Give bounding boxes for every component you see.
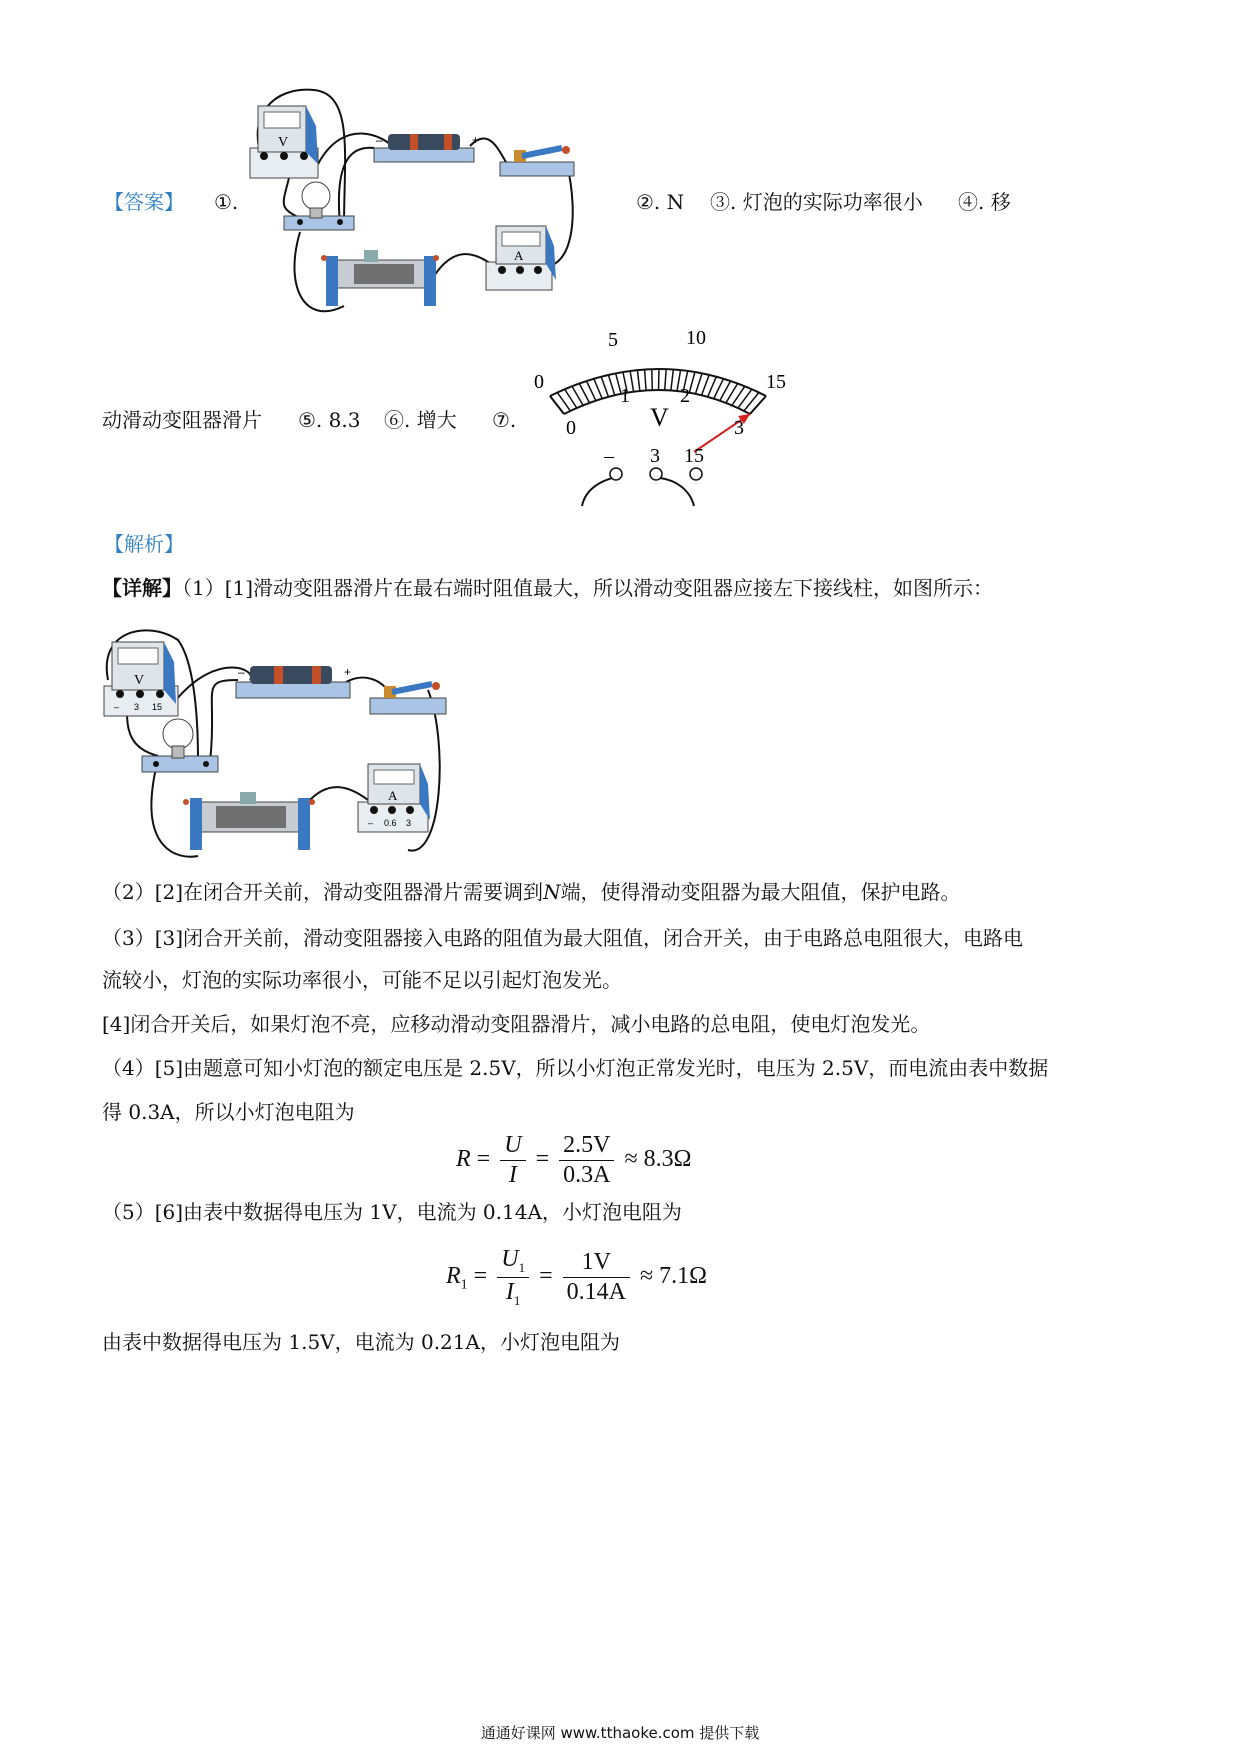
terminal-15: 15: [684, 445, 704, 467]
paragraph-4: [4]闭合开关后，如果灯泡不亮，应移动滑动变阻器滑片，减小电路的总电阻，使电灯泡发光。: [102, 1012, 931, 1036]
paragraph-5a: （4）[5]由题意可知小灯泡的额定电压是 2.5V，所以小灯泡正常发光时，电压为 2.5V，而电流由表中数据: [102, 1056, 1049, 1080]
svg-text:+: +: [344, 665, 352, 679]
meter-unit: V: [650, 403, 669, 432]
dial-tick: [702, 375, 710, 395]
switch-icon: [370, 682, 446, 714]
svg-text:+: +: [472, 133, 480, 147]
svg-text:V: V: [278, 135, 289, 150]
answer-item-7: ⑦.: [492, 408, 517, 432]
dial-tick: [671, 369, 674, 390]
paragraph-3b: 流较小，灯泡的实际功率很小，可能不足以引起灯泡发光。: [102, 968, 622, 992]
inner-label-3: 3: [734, 417, 744, 439]
dial-tick: [601, 377, 608, 397]
dial-tick: [689, 372, 695, 393]
outer-label-15: 15: [766, 371, 786, 393]
equation-1: R = $\frac{U}{I}$ = $\frac{2.5V}{0.3A}$ ≈ 8.3Ω: [456, 1132, 692, 1188]
terminal-minus: –: [604, 445, 614, 467]
battery-icon: [236, 665, 351, 698]
svg-text:A: A: [514, 248, 524, 263]
svg-text:–: –: [368, 818, 374, 828]
dial-tick: [587, 381, 596, 401]
page-footer: 通通好课网 www.tthaoke.com 提供下载: [480, 1724, 760, 1742]
answer-item-2: ②. N: [636, 190, 685, 214]
bulb-icon: [142, 719, 218, 772]
inner-label-0: 0: [566, 417, 576, 439]
rheostat-icon: [183, 792, 315, 850]
outer-label-10: 10: [686, 327, 706, 349]
dial-tick: [750, 396, 766, 414]
terminal-3: 3: [650, 445, 660, 467]
rheostat-icon: [321, 250, 439, 306]
analysis-tag: 【解析】: [104, 532, 184, 556]
answer-line-2: 动滑动变阻器滑片: [102, 408, 262, 432]
voltmeter-dial-diagram: [526, 322, 798, 512]
dial-tick: [637, 370, 639, 391]
answer-item-5: ⑤. 8.3: [298, 408, 361, 432]
switch-icon: [500, 146, 574, 176]
voltmeter-icon: [104, 642, 178, 716]
paragraph-1-text: （1）[1]滑动变阻器滑片在最右端时阻值最大，所以滑动变阻器应接左下接线柱，如图所示：: [182, 576, 994, 600]
paragraph-2: [102, 880, 961, 904]
svg-text:3: 3: [134, 702, 140, 712]
dial-tick: [695, 373, 702, 394]
svg-text:0.6: 0.6: [384, 818, 397, 828]
dial-tick: [630, 371, 633, 392]
battery-icon: [374, 133, 479, 162]
answer-item-4: ④. 移: [958, 190, 1011, 214]
ammeter-icon: [486, 226, 556, 290]
svg-text:V: V: [134, 673, 145, 688]
svg-text:–: –: [238, 665, 245, 679]
svg-text:15: 15: [152, 702, 163, 712]
svg-text:–: –: [376, 133, 383, 147]
svg-text:–: –: [114, 702, 120, 712]
paragraph-2-rest: 端，使得滑动变阻器为最大阻值，保护电路。: [560, 880, 961, 904]
dial-tick: [608, 375, 614, 395]
outer-label-0: 0: [534, 371, 544, 393]
svg-text:A: A: [388, 788, 398, 803]
detail-tag: 【详解】: [102, 576, 182, 600]
svg-text:3: 3: [406, 818, 412, 828]
paragraph-2-n: N: [543, 880, 561, 904]
circuit-diagram-analysis: [98, 620, 448, 862]
dial-tick: [594, 379, 602, 399]
equation-2: $R_1$ = $\frac{U_1}{I_1}$ = $\frac{1V}{0.14A}$ ≈ 7.1Ω: [446, 1246, 707, 1308]
dial-tick: [659, 369, 660, 390]
circuit-diagram-answer: [244, 86, 584, 322]
outer-label-5: 5: [608, 329, 618, 351]
voltmeter-icon: [250, 106, 318, 178]
paragraph-3a: （3）[3]闭合开关前，滑动变阻器接入电路的阻值为最大阻值，闭合开关，由于电路总电阻很大，电路电: [102, 926, 1024, 950]
paragraph-1: [102, 576, 993, 600]
inner-label-1: 1: [620, 385, 630, 407]
dial-tick: [708, 377, 717, 397]
answer-item-6: ⑥. 增大: [384, 408, 457, 432]
paragraph-7: 由表中数据得电压为 1.5V，电流为 0.21A，小灯泡电阻为: [102, 1330, 620, 1354]
dial-tick: [645, 369, 646, 390]
paragraph-2-text: （2）[2]在闭合开关前，滑动变阻器滑片需要调到: [102, 880, 544, 904]
dial-tick: [665, 369, 667, 390]
paragraph-5b: 得 0.3A，所以小灯泡电阻为: [102, 1100, 355, 1124]
inner-label-2: 2: [680, 385, 690, 407]
answer-item-1: ①.: [214, 190, 239, 214]
ammeter-icon: [358, 764, 430, 832]
answer-item-3: ③. 灯泡的实际功率很小: [710, 190, 923, 214]
paragraph-6: （5）[6]由表中数据得电压为 1V，电流为 0.14A，小灯泡电阻为: [102, 1200, 682, 1224]
answer-tag: 【答案】: [104, 190, 184, 214]
dial-tick: [744, 393, 759, 411]
